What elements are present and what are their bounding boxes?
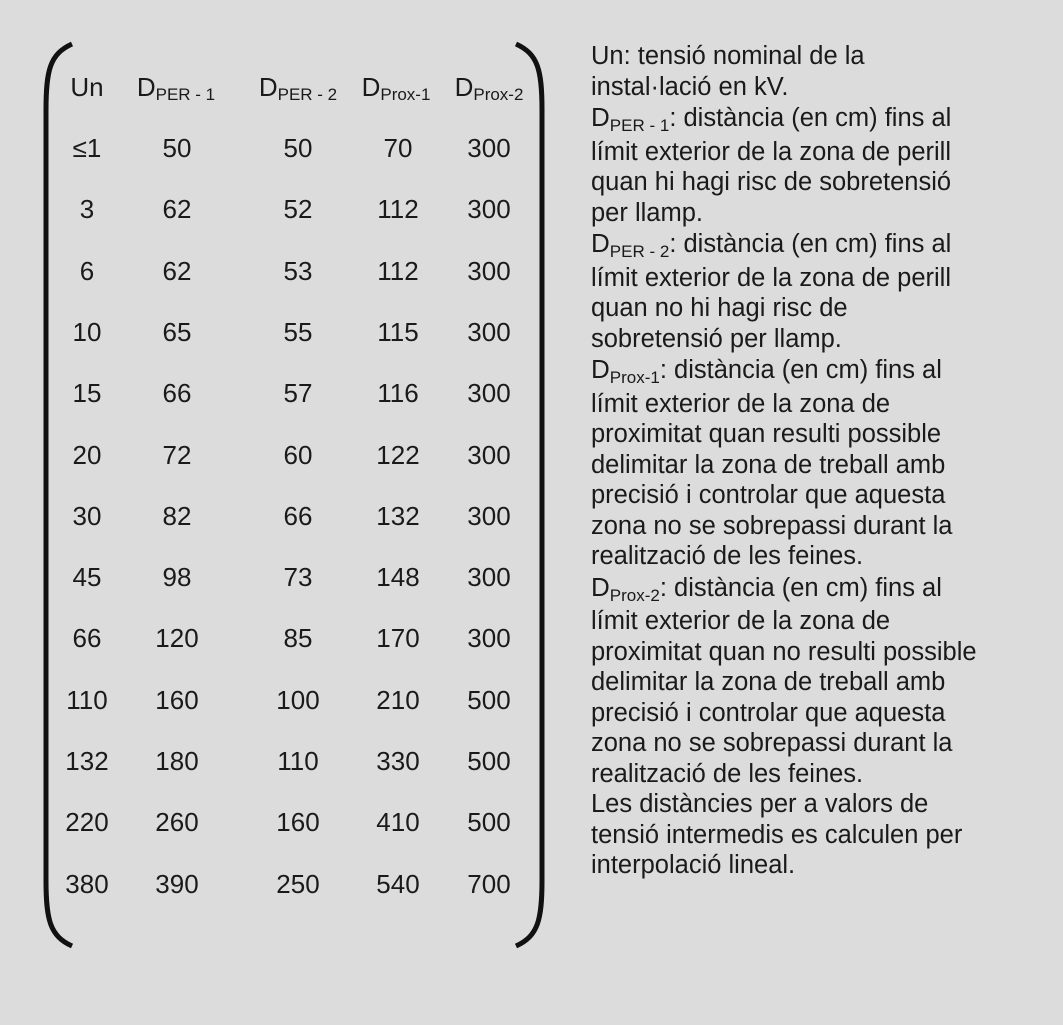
cell-dprox2: 300 [467,623,511,654]
cell-dper1: 62 [162,255,192,286]
cell-dprox1: 410 [376,807,420,838]
cell-dper2: 55 [283,316,313,347]
cell-dper2: 52 [283,194,313,225]
cell-dprox2: 700 [467,868,511,899]
cell-un: 20 [72,439,102,470]
cell-un: 66 [72,623,102,654]
cell-dprox1: 115 [377,316,419,347]
cell-dprox1: 148 [376,562,420,593]
cell-dper2: 57 [283,378,313,409]
legend [591,41,1061,881]
cell-dper1: 260 [155,807,199,838]
cell-un: 30 [72,500,102,531]
cell-dprox2: 500 [467,684,511,715]
cell-dprox2: 500 [467,807,511,838]
cell-dprox1: 132 [376,500,420,531]
cell-dper2: 73 [283,562,313,593]
cell-dprox1: 70 [383,133,413,163]
cell-dper2: 53 [283,255,313,286]
cell-dprox2: 500 [467,746,511,776]
cell-dprox2: 300 [467,378,511,409]
cell-dprox2: 300 [467,562,511,593]
cell-dprox2: 300 [467,255,511,286]
cell-un: 6 [79,255,95,286]
cell-un: ≤1 [72,133,102,163]
header-un: Un [70,72,104,102]
cell-dper2: 100 [276,684,320,715]
legend-dper1: $D_{PER - 1}$: distància (en cm) fins al límit exterior de la zona de perill quan hi hagi risc de sobretensió per llamp. [591,102,952,227]
cell-dper2: 160 [276,807,320,838]
cell-dper1: 72 [162,439,192,470]
cell-dper1: 66 [162,378,192,409]
legend-dprox1: $D_{Prox-1}$: distància (en cm) fins al límit exterior de la zona de proximitat quan resulti possible delimitar la zona de treball amb precisió i controlar que aquesta zona no se sobrepassi durant la realització de les feines. [591,354,953,570]
cell-un: 15 [72,378,102,409]
cell-dprox1: 170 [376,623,420,654]
cell-dprox1: 112 [377,255,419,286]
cell-dprox1: 330 [376,746,420,776]
right-bracket [512,40,552,950]
cell-dper2: 85 [283,623,313,654]
cell-un: 45 [72,562,102,593]
cell-dprox2: 300 [467,500,511,531]
cell-dper1: 120 [155,623,199,654]
cell-dprox2: 300 [467,316,511,347]
cell-un: 10 [72,316,102,347]
cell-dper1: 390 [155,868,199,899]
cell-dper1: 160 [155,684,199,715]
cell-dprox2: 300 [467,133,511,163]
cell-dper1: 98 [162,562,192,593]
cell-dprox1: 540 [376,868,420,899]
cell-dper1: 82 [162,500,192,531]
cell-dprox1: 122 [376,439,420,470]
cell-dprox1: 116 [377,378,419,409]
cell-dper2: 66 [283,500,313,531]
cell-dprox1: 112 [377,194,419,225]
header-dprox1: $D_{Prox-1}$ [361,72,431,104]
legend-dprox2: $D_{Prox-2}$: distància (en cm) fins al límit exterior de la zona de proximitat quan no resulti possible delimitar la zona de treball amb precisió i controlar que aquesta zona no se sobrepassi durant la realització de les feines. [591,571,977,788]
cell-dper2: 110 [277,746,319,776]
cell-dper2: 50 [283,133,313,163]
header-dper2: $D_{PER - 2}$ [258,72,338,104]
cell-un: 220 [65,807,109,838]
cell-un: 3 [79,194,95,225]
header-dper1: $D_{PER - 1}$ [136,72,216,104]
cell-dper1: 180 [155,746,199,776]
legend-un: Un: tensió nominal de la instal·lació en kV. [591,42,865,101]
cell-dper1: 65 [162,316,192,347]
cell-un: 110 [66,684,108,715]
cell-dper2: 250 [276,868,320,899]
legend-dper2: $D_{PER - 2}$: distància (en cm) fins al límit exterior de la zona de perill quan no hi hagi risc de sobretensió per llamp. [591,228,952,353]
cell-dper1: 50 [162,133,192,163]
header-dprox2: $D_{Prox-2}$ [454,72,524,104]
cell-dper1: 62 [162,194,192,225]
cell-dper2: 60 [283,439,313,470]
cell-un: 132 [65,746,109,776]
legend-note: Les distàncies per a valors de tensió intermedis es calculen per interpolació lineal. [591,790,963,879]
cell-dprox2: 300 [467,439,511,470]
cell-dprox1: 210 [376,684,420,715]
cell-un: 380 [65,868,109,899]
cell-dprox2: 300 [467,194,511,225]
